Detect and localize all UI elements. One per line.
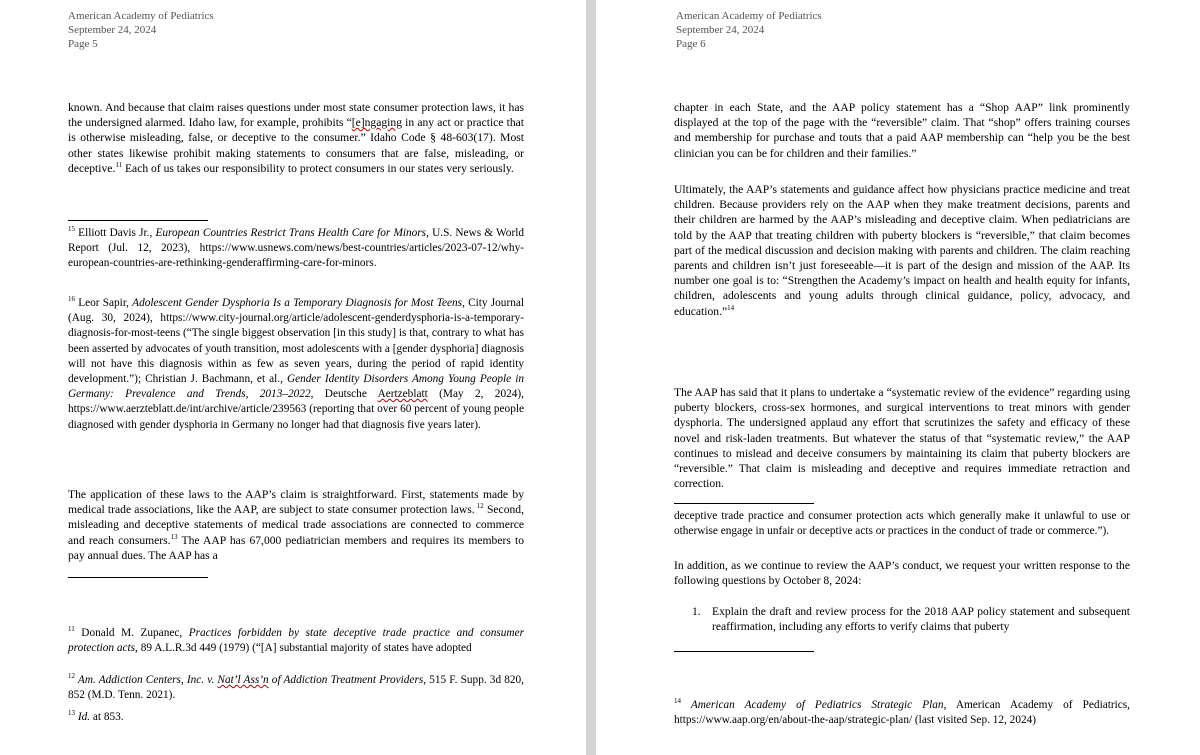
footnote-12: $^{12}$ Am. Addiction Centers, Inc. v. Nat’l Ass’n of Addiction Treatment Providers, 515 F. Supp. 3d 820, 852 (M.D. Tenn. 2021). xyxy=(68,672,524,702)
footnote-ref[interactable]: 12 xyxy=(474,502,484,511)
footnote-separator xyxy=(68,577,208,578)
list-item-number: 1. xyxy=(692,605,701,618)
footnote-13: $^{13}$ Id. at 853. xyxy=(68,709,124,723)
header-date: September 24, 2024 xyxy=(676,24,765,36)
body-paragraph: In addition, as we continue to review the AAP’s conduct, we request your written response to the following questions by October 8, 2024: xyxy=(674,559,1130,588)
footnote-16: $^{16}$ Leor Sapir, Adolescent Gender Dysphoria Is a Temporary Diagnosis for Most Teens, City Journal (Aug. 30, 2024), https://www.city-journal.org/article/adolescent-genderdysphoria-is-a-temporary-diagnosis-for-most-teens (“The single biggest observation [in this study] is that, contrary to what has been asserted by advocates of youth transition, most adolescents with a [gender dysphoria] diagnosis will not have this diagnosis within as few as seven years, during the period of rapid identity development.”); Christian J. Bachmann, et al., Gender Identity Disorders Among Young People in Germany: Prevalence and Trends, 2013–2022, Deutsche Aertzeblatt (May 2, 2024), https://www.aerzteblatt.de/int/archive/article/239563 (reporting that over 60 percent of young people diagnosed with gender dysphoria in Germany no longer had that diagnosis five years later). xyxy=(68,295,525,431)
footnote-separator xyxy=(68,220,208,221)
spelling-flagged-word[interactable]: [e]ngaging xyxy=(351,116,402,130)
header-date: September 24, 2024 xyxy=(68,24,157,36)
page-header xyxy=(68,9,214,51)
header-org: American Academy of Pediatrics xyxy=(68,10,214,22)
footnote-14: $^{14}$ American Academy of Pediatrics Strategic Plan, American Academy of Pediatrics, https://www.aap.org/en/about-the-aap/strategic-plan/ (last visited Sep. 12, 2024) xyxy=(674,697,1130,727)
header-org: American Academy of Pediatrics xyxy=(676,10,822,22)
footnote-ref[interactable]: 14 xyxy=(727,303,735,312)
body-paragraph: chapter in each State, and the AAP policy statement has a “Shop AAP” link prominently displayed at the top of the page with the “reversible” claim. That “shop” offers training courses and membership for purchase and touts that a paid AAP membership can “help you be the best clinician you can be for children and their families.” xyxy=(674,101,1130,160)
footnote-separator xyxy=(674,503,814,504)
page-gutter xyxy=(586,0,596,755)
body-paragraph: The application of these laws to the AAP’s claim is straightforward. First, statements made by medical trade associations, like the AAP, are subject to state consumer protection laws. $^{12}$ Second, misleading and deceptive statements of medical trade associations are connected to commerce and reach consumers.$^{13}$ The AAP has 67,000 pediatrician members and requires its members to pay annual dues. The AAP has a xyxy=(68,488,524,562)
questions-list xyxy=(674,604,1130,634)
footnote-ref[interactable]: 11 xyxy=(115,160,123,169)
spelling-flagged-word[interactable]: Nat’l Ass’n xyxy=(217,674,269,686)
document-page-6 xyxy=(596,0,1200,755)
footnote-11: $^{11}$ Donald M. Zupanec, Practices forbidden by state deceptive trade practice and consumer protection acts, 89 A.L.R.3d 449 (1979) (“[A] substantial majority of states have adopted xyxy=(68,625,524,655)
body-paragraph: The AAP has said that it plans to undertake a “systematic review of the evidence” regarding using puberty blockers, cross-sex hormones, and surgical interventions to treat minors with gender dysphoria. The undersigned applaud any effort that scrutinizes the safety and efficacy of these novel and risk-laden treatments. But whatever the status of that “systematic review,” the AAP continues to mislead and deceive consumers by maintaining its claim that puberty blockers are “reversible.” That claim is misleading and deceptive and requires immediate retraction and correction. xyxy=(674,386,1130,491)
list-item xyxy=(674,604,1130,634)
footnote-11-continued: deceptive trade practice and consumer protection acts which generally make it unlawful to use or otherwise engage in unfair or deceptive acts or practices in the conduct of trade or commerce.”). xyxy=(674,510,1130,538)
footnote-separator xyxy=(674,651,814,652)
body-paragraph: known. And because that claim raises questions under most state consumer protection laws, it has the undersigned alarmed. Idaho law, for example, prohibits “[e]ngaging in any act or practice that is otherwise misleading, false, or deceptive to the consumer.” Idaho Code § 48-603(17). Most other states likewise prohibit making statements to consumers that are false, misleading, or deceptive.$^{11}$ Each of us takes our responsibility to protect consumers in our states very seriously. xyxy=(68,101,525,175)
spelling-flagged-word[interactable]: Aertzeblatt xyxy=(377,388,428,401)
list-item-text: Explain the draft and review process for the 2018 AAP policy statement and subsequent reaffirmation, including any efforts to verify claims that puberty xyxy=(712,605,1130,634)
body-paragraph: Ultimately, the AAP’s statements and guidance affect how physicians practice medicine and treat children. Because providers rely on the AAP when they make treatment decisions, parents and their children are harmed by the AAP’s misleading and deceptive claim. When pediatricians are told by the AAP that treating children with puberty blockers is “reversible,” that claim becomes part of the medical discussion and decision making with parents and children. The claim reaching parents and children isn’t just foreseeable—it is part of the design and mission of the AAP. Its number one goal is to: “Strengthen the Academy’s impact on health and health equity for infants, children, adolescents and young adults through clinical guidance, policy, advocacy, and education.”$^{14}$ xyxy=(674,183,1130,318)
footnote-ref[interactable]: 13 xyxy=(170,532,178,541)
page-header xyxy=(676,9,822,51)
header-page-number: Page 5 xyxy=(68,38,98,50)
header-page-number: Page 6 xyxy=(676,38,706,50)
document-page-5 xyxy=(0,0,586,755)
footnote-15: $^{15}$ Elliott Davis Jr., European Countries Restrict Trans Health Care for Minors, U.S. News & World Report (Jul. 12, 2023), https://www.usnews.com/news/best-countries/articles/2023-07-12/why-european-countries-are-rethinking-genderaffirming-care-for-minors. xyxy=(68,225,524,270)
